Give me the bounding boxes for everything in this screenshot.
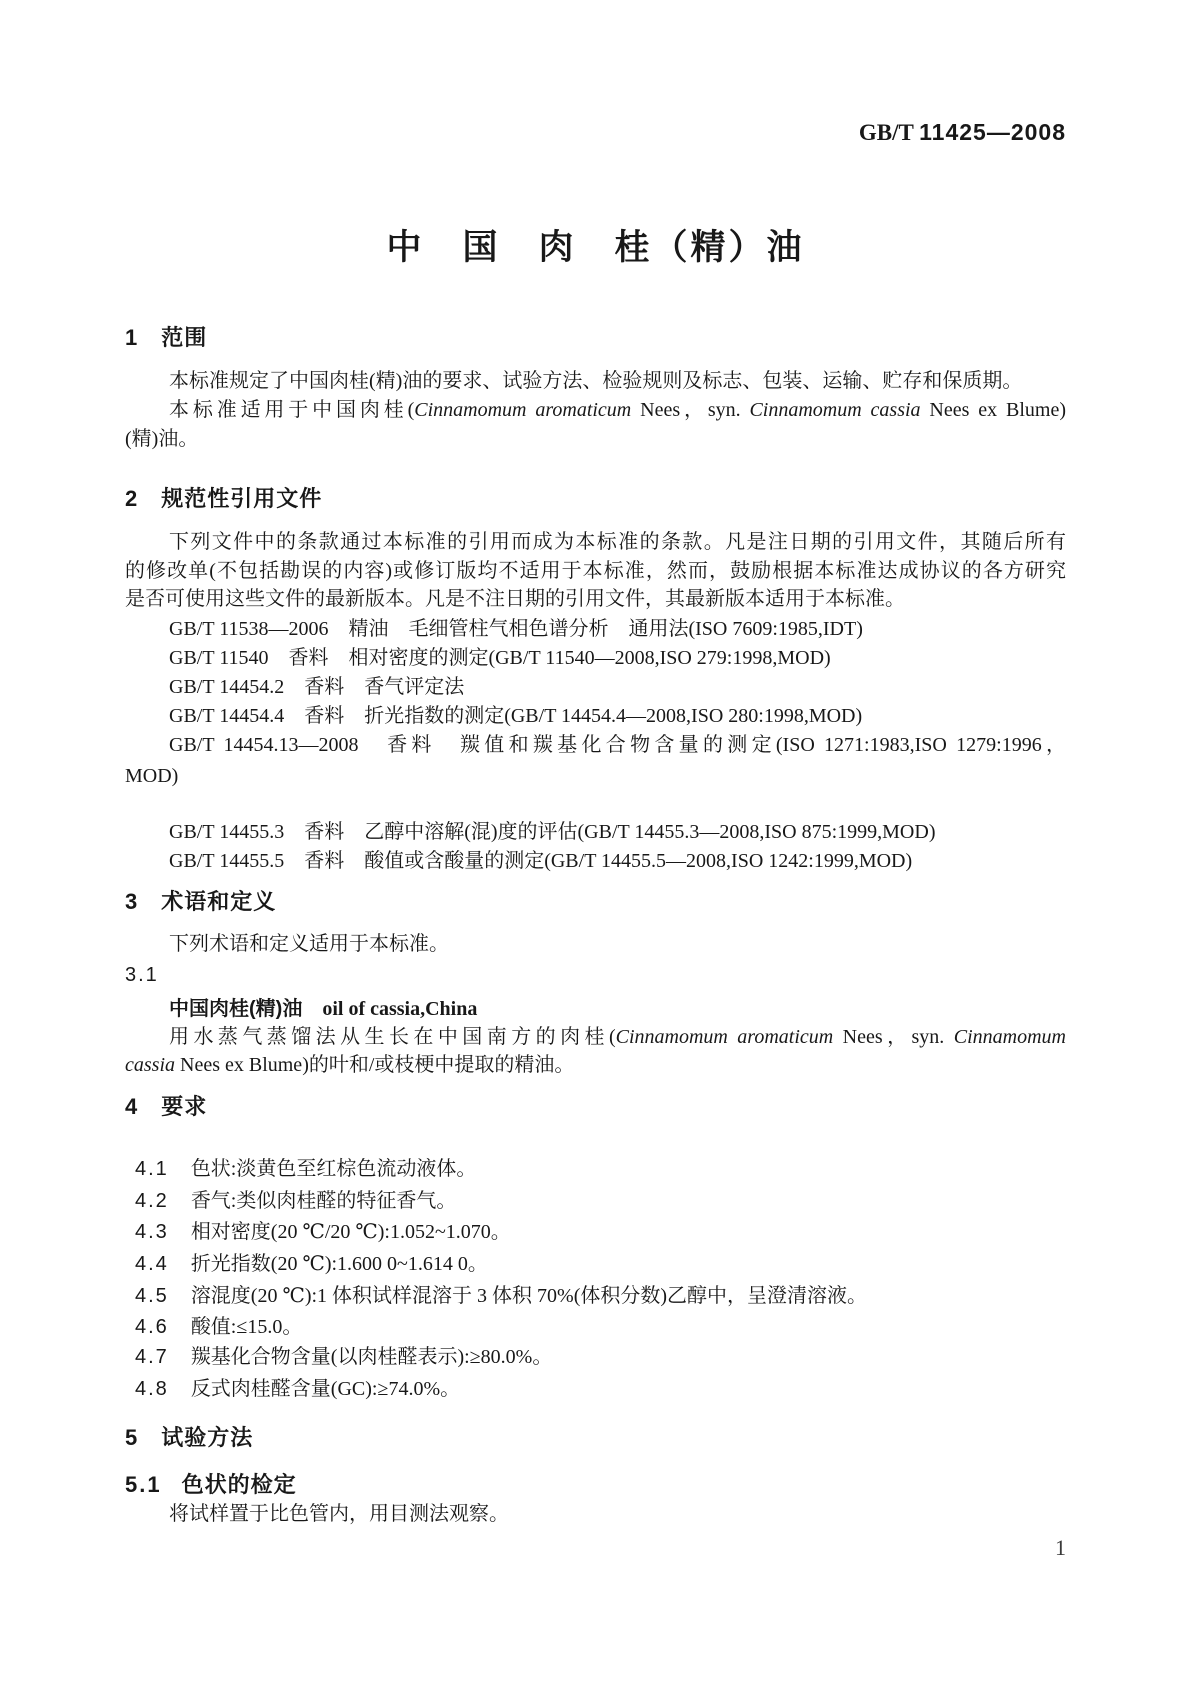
terms-intro-line: 下列术语和定义适用于本标准。 xyxy=(169,933,449,955)
reference-item: GB/T 14455.3 香料 乙醇中溶解(混)度的评估(GB/T 14455.3—2008,ISO 875:1999,MOD) xyxy=(169,821,936,843)
requirement-text: 折光指数(20 ℃):1.600 0~1.614 0。 xyxy=(190,1253,488,1275)
reference-item: GB/T 11540 香料 相对密度的测定(GB/T 11540—2008,ISO 279:1998,MOD) xyxy=(169,647,831,669)
requirement-number: 4.7 xyxy=(135,1346,169,1368)
section-1-heading: 1 范围 xyxy=(125,325,208,350)
clause-number-3-1: 3.1 xyxy=(125,964,159,986)
subsection-5-1-heading: 5.1 色状的检定 xyxy=(125,1472,297,1497)
scope-paragraph-line: 本标准适用于中国肉桂(Cinnamomum aromaticum Nees，syn. Cinnamomum cassia Nees ex Blume) xyxy=(169,399,1066,421)
section-4-heading: 4 要求 xyxy=(125,1094,208,1119)
document-title: 中 国 肉 桂（精）油 xyxy=(386,228,805,267)
requirement-text: 色状:淡黄色至红棕色流动液体。 xyxy=(190,1158,477,1180)
scope-paragraph-line: 本标准规定了中国肉桂(精)油的要求、试验方法、检验规则及标志、包装、运输、贮存和保质期。 xyxy=(169,370,1023,392)
requirement-item xyxy=(125,1282,1066,1311)
requirement-text: 溶混度(20 ℃):1 体积试样混溶于 3 体积 70%(体积分数)乙醇中，呈澄清溶液。 xyxy=(190,1285,868,1307)
requirement-item xyxy=(125,1187,1066,1216)
references-intro-line: 的修改单(不包括勘误的内容)或修订版均不适用于本标准，然而，鼓励根据本标准达成协议的各方研究 xyxy=(125,560,1066,582)
requirement-number: 4.2 xyxy=(135,1190,169,1212)
requirement-text: 反式肉桂醛含量(GC):≥74.0%。 xyxy=(190,1378,461,1400)
requirement-text: 羰基化合物含量(以肉桂醛表示):≥80.0%。 xyxy=(190,1346,553,1368)
term-definition-line: 用水蒸气蒸馏法从生长在中国南方的肉桂(Cinnamomum aromaticum Nees，syn. Cinnamomum xyxy=(169,1026,1066,1048)
requirement-text: 酸值:≤15.0。 xyxy=(190,1316,303,1338)
reference-item: GB/T 11538—2006 精油 毛细管柱气相色谱分析 通用法(ISO 7609:1985,IDT) xyxy=(169,618,863,640)
reference-item: GB/T 14454.13—2008 香料 羰值和羰基化合物含量的测定(ISO 1271:1983,ISO 1279:1996， xyxy=(169,734,1066,756)
term-entry: 中国肉桂(精)油 oil of cassia,China xyxy=(169,998,478,1020)
scope-paragraph-line: (精)油。 xyxy=(125,428,199,450)
references-intro-line: 是否可使用这些文件的最新版本。凡是不注日期的引用文件，其最新版本适用于本标准。 xyxy=(125,588,905,610)
section-2-heading: 2 规范性引用文件 xyxy=(125,486,323,511)
requirement-item xyxy=(125,1250,1066,1279)
section-3-heading: 3 术语和定义 xyxy=(125,889,277,914)
standard-number-header: GB/T 11425—2008 xyxy=(858,119,1066,145)
requirement-item xyxy=(125,1155,1066,1184)
requirement-item xyxy=(125,1313,1066,1342)
requirement-number: 4.8 xyxy=(135,1378,169,1400)
requirement-number: 4.3 xyxy=(135,1221,169,1243)
requirement-item xyxy=(125,1375,1066,1404)
requirement-text: 香气:类似肉桂醛的特征香气。 xyxy=(190,1190,457,1212)
requirement-text: 相对密度(20 ℃/20 ℃):1.052~1.070。 xyxy=(190,1221,511,1243)
requirement-number: 4.6 xyxy=(135,1316,169,1338)
requirement-number: 4.4 xyxy=(135,1253,169,1275)
section-5-heading: 5 试验方法 xyxy=(125,1425,254,1450)
reference-item: GB/T 14454.2 香料 香气评定法 xyxy=(169,676,465,698)
test-method-paragraph: 将试样置于比色管内，用目测法观察。 xyxy=(169,1503,509,1525)
reference-item: GB/T 14454.4 香料 折光指数的测定(GB/T 14454.4—2008,ISO 280:1998,MOD) xyxy=(169,705,863,727)
references-intro-line: 下列文件中的条款通过本标准的引用而成为本标准的条款。凡是注日期的引用文件，其随后所有 xyxy=(169,531,1066,553)
requirement-number: 4.5 xyxy=(135,1285,169,1307)
reference-item-continuation: MOD) xyxy=(125,765,179,787)
reference-item: GB/T 14455.5 香料 酸值或含酸量的测定(GB/T 14455.5—2008,ISO 1242:1999,MOD) xyxy=(169,850,913,872)
requirement-item xyxy=(125,1343,1066,1372)
requirement-number: 4.1 xyxy=(135,1158,169,1180)
requirement-item xyxy=(125,1218,1066,1247)
page-number: 1 xyxy=(1055,1535,1066,1560)
term-definition-line: cassia Nees ex Blume)的叶和/或枝梗中提取的精油。 xyxy=(125,1054,575,1076)
